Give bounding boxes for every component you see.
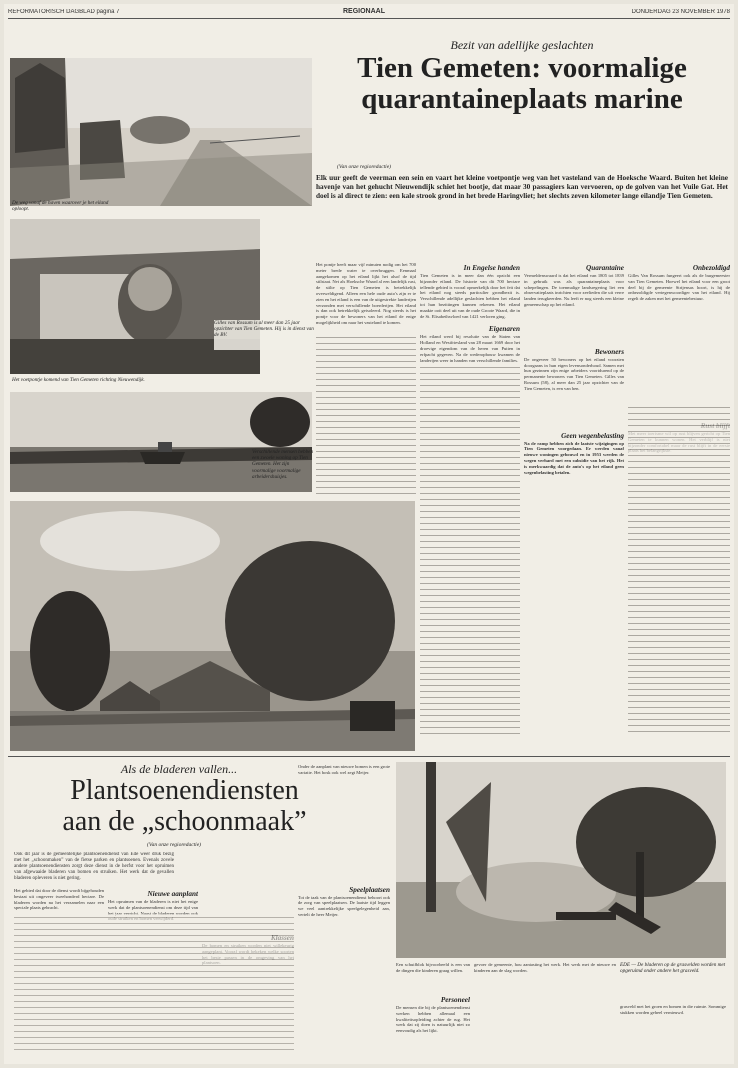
bottom-col-5b-text: De mensen die bij de plantsoenendienst werken hebben allemaal een kwaliteitsopleiding achter de rug. Het werk dat zij doen is natuurlijk niet zo eenvoudig als het lijkt. [396,1005,470,1034]
bottom-kicker: Als de bladeren vallen... [120,762,238,776]
caption-road: De weg vanaf de haven waarover je het eiland oploopt. [12,200,109,213]
top-col-2-text: Tien Gemeten is in meer dan één opzicht een bijzonder eiland. De historie van dit 700 hectare tellende gebied is vooral opmerkelijk door het feit dat het eiland nog steeds particulier grondbezit is. Verschillende adellijke geslachten hebben het eiland tot hun bezittingen kunnen rekenen. Het eiland maakte ooit deel uit van de oude Groote Waard, die in de St. Elisabethsvloed van 1421 verloren ging. [420,273,520,319]
top-col-3 [524,262,624,722]
top-headline-line1: Tien Gemeten: voormalige [357,53,687,84]
top-col-4-text: Gilles Van Rossum fungeert ook als de burgemeester van Tien Gemeten. Hoewel het eiland voor een groot deel bij de gemeente Strijensas hoort, is hij de onbezoldigde vertegenwoordiger van het eiland. Hij regelt de zaken met het gemeentebestuur. [628,273,730,302]
top-credit: (Van onze regioredactie) [337,164,391,170]
subhead-quarantaine: Quarantaine [586,264,624,272]
caption-ferry: Het voetpontje komend van Tien Gemeten richting Nieuwendijk. [12,377,145,383]
top-col-2-text-b: Het eiland werd bij resolutie van de Staten van Holland en Westfriesland van 28 maart 1669 door het droevige eigendom van de heren van Putten in erfpacht gegeven. Na de wederopbouw kwamen de landerijen weer in handen van verschillende families. [420,334,520,363]
bottom-headline-line1: Plantsoenendiensten [70,776,299,806]
bottom-col-5b [396,994,470,1058]
text-texture-1 [316,334,416,494]
top-col-1: Het pontje heeft maar vijf minuten nodig om het 700 meter brede water te overbruggen. Eenmaal aangekomen op het eiland lijkt het alsof de tijd stilstaat. Net als Hoeksche Waard al een landelijk rust, de stilte op Tien Gemeten is betrekkelijk overweldigend. Alleen een hele oude auto's zijn er te zien en het eiland is een van de uitgestrekte landerijen verzonden met verschillende boerderijen. Het eiland is dan ook betrekkelijk geisoleerd. Nog steeds is het pontje voor de bewoners van het eiland de enige mogelijkheid om naar het vasteland te komen. [316,262,416,325]
bottom-col-5: Een schuifblok bijvoorbeeld is een van de dingen die kinderen graag willen. [396,962,470,973]
subhead-speelplaatsen: Speelplaatsen [349,885,390,894]
issue-date: DONDERDAG 23 NOVEMBER 1978 [631,9,730,15]
bottom-col-6: gevoer de gemeente, hou aantasting het werk. Het werk met de nieuwe en kinderen aan de slag worden. [474,962,616,973]
subhead-personeel: Personeel [440,996,470,1004]
top-col-3-text-b: De ongeveer 50 bewoners op het eiland voorzien doorgaans in hun eigen levensonderhoud. Samen met hun gezinnen zijn enige arbeiders voortdurend op de permanente bewoners van Tien Gemeten. Gilles van Rossum (58), al meer dan 25 jaar opzichter van de Tien Gemeten, is een van hen. [524,356,624,391]
photo-road [10,58,312,206]
text-texture-2 [420,364,520,734]
top-lead: Elk uur geeft de veerman een sein en vaart het kleine voetpontje weg van het vasteland van de Hoeksche Waard. Buiten het kleine havenje van het gehucht Nieuwendijk schiet het bootje, dat maar 30 passagiers kan vervoeren, op de golven van het Vuile Gat. Het doel is al direct te zien: een kale strook grond in het brede Haringvliet; het slechts zeven kilometer lange eilandje Tien Gemeten. [316,174,728,200]
photo-farmhouses [10,501,415,751]
top-kicker: Bezit van adellijke geslachten [450,38,594,52]
top-col-3-text: Vermeldenswaard is dat het eiland van 1805 tot 1839 in gebruik was als quarantaineplaats voor schepelingen. De toenmalige landsregering liet een observatieplaats inrichten voor zeelieden die uit verre landen terugkeerden. Nu leeft er nog steeds een kleine gemeenschap op het eiland. [524,273,624,307]
subhead-onbezoldigd: Onbezoldigd [692,264,730,272]
text-texture-4 [14,914,294,1054]
subhead-eigenaren: Eigenaren [488,325,520,334]
caption-gilles: Gilles van Rossum is al meer dan 25 jaar opzichter van Tien Gemeten. Hij is in dienst van de BV. [214,320,314,350]
top-col-3-text-c: Na de ramp hebben zich de laatste wijzigingen op Tien Gemeten voorgedaan. Er werden vanaf nieuwe woningen gebouwd en in 1953 werden de wegen verhard met een subsidie van het rijk. Het is merkwaardig dat de auto's op het eiland geen wegenbelasting betalen. [524,440,624,475]
caption-ede: EDE — De bladeren op de grasvelden worden met opgeruimd onder andere het grasveld. [620,962,726,975]
caption-houses: Verschillende mensen hebben een zwoele woning op Tien Gemeten. Het zijn voormalige voormalige arbeidershuisjes. [252,449,314,480]
photo-park [396,762,726,958]
bottom-col-4 [298,764,390,1058]
bottom-col-4-text-b: Tot de taak van de plantsoenendienst behoort ook de zorg van speelplaatsen. De laatste tijd leggen we veel aantrekkelijke speelgelegenheid aan, vertelt de heer Meijer. [298,894,390,917]
newspaper-page [4,4,734,1064]
header-rule [8,18,730,19]
bottom-col-7: grasveld met het groen en bomen in die ruimte. Sommige stukken worden geheel vernieuwd. [620,1004,726,1015]
bottom-credit: (Van onze regioredactie) [147,842,201,848]
section-rule [8,756,730,757]
subhead-bewoners: Bewoners [594,347,624,356]
text-texture-3 [628,404,730,734]
bottom-intro: Ook dit jaar is de gemeentelijke plantsoenendienst van Ede weer druk bezig met het „schoonmaken” van de fietse parken en plantsoenen. Evenals zovele andere plantsoenendiensten zorgt deze dienst in de herfst voor het opruimen van afgewaaide bladeren van bomen en struiken. Het werk dat de gevallen bladeren opleveren is niet gering. [14,852,174,881]
bottom-col-1: Het gebied dat door de dienst wordt bijgehouden bestaat uit ongeveer tweehonderd hectare. De bladeren worden na het verzamelen naar een speciale plaats gebracht. [14,888,104,911]
photo-man-in-car [10,219,260,374]
subhead-wegenbelasting: Geen wegenbelasting [561,431,624,440]
bottom-col-2-text: Het opruimen van de bladeren is niet het enige werk dat de plantsoenendienst om deze tijd van [108,899,198,910]
subhead-aanplant: Nieuwe aanplant [147,890,198,898]
paper-name: REFORMATORISCH DAGBLAD pagina 7 [8,9,120,15]
subhead-engelse: In Engelse handen [463,264,520,272]
top-headline-line2: quarantaineplaats marine [361,84,683,115]
bottom-headline-line2: aan de „schoonmaak” [62,807,307,837]
bottom-col-4-text: Onder de aanplant van nieuwe bomen is een grote variatie. Het bosk ook wel zegt Meijer. [298,764,390,775]
section-name: REGIONAAL [343,8,385,15]
